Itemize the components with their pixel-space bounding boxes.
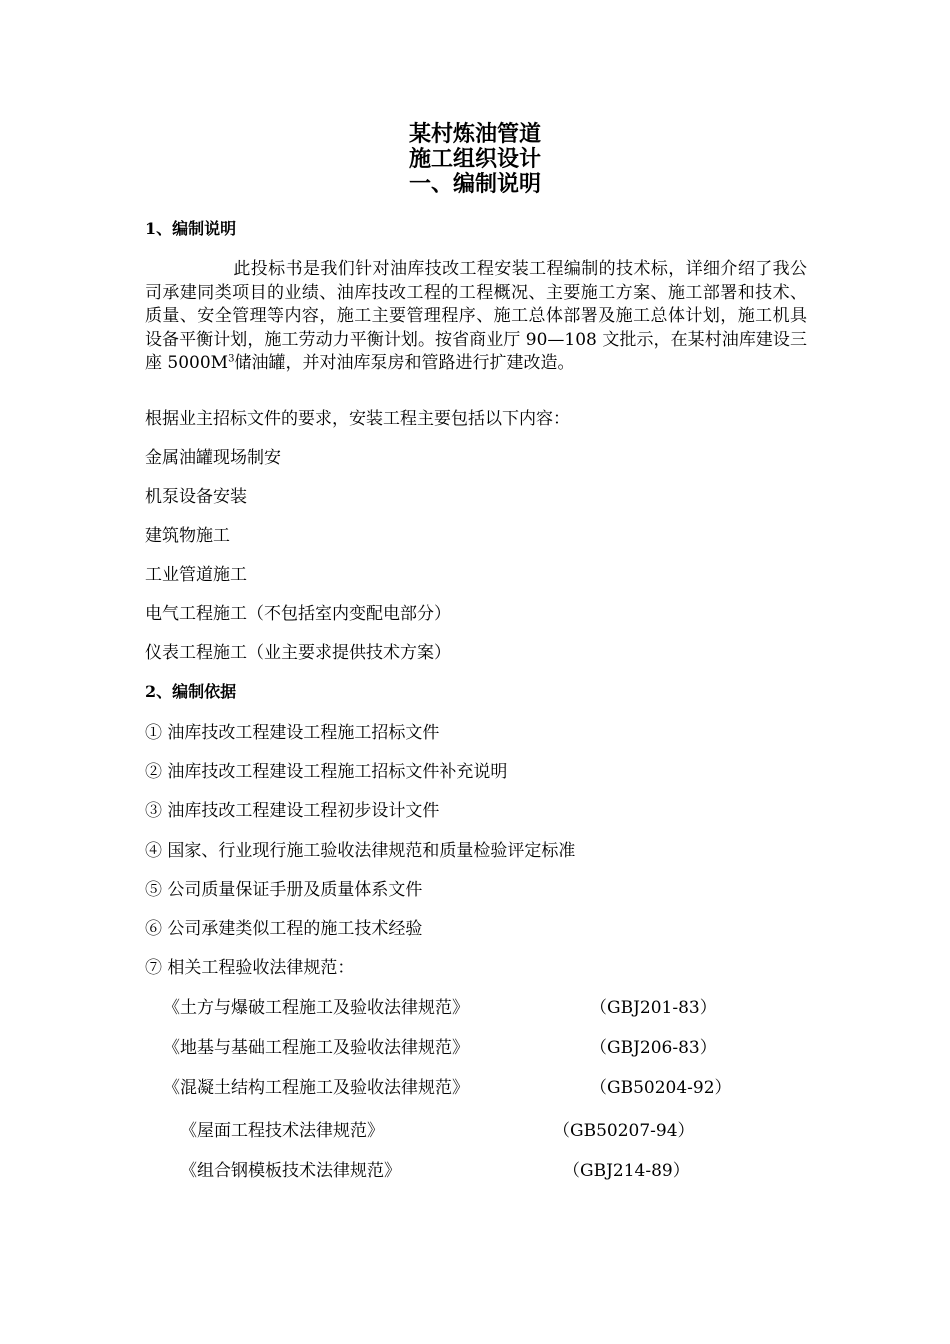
section1-heading: 1、编制说明 (145, 219, 237, 238)
standard-name: 《组合钢模板技术法律规范》 (180, 1161, 401, 1181)
title-chapter: 一、编制说明 (408, 171, 541, 197)
para-superscript: 3 (228, 353, 235, 365)
list-item: ⑥ 公司承建类似工程的施工技术经验 (145, 919, 423, 939)
list-item: 建筑物施工 (145, 526, 230, 546)
list-item: 机泵设备安装 (145, 487, 247, 507)
standard-code: （GB50204-92） (590, 1078, 732, 1098)
list-item: ② 油库技改工程建设工程施工招标文件补充说明 (145, 762, 508, 782)
standard-code: （GBJ214-89） (563, 1161, 690, 1181)
title-doc-type: 施工组织设计 (408, 146, 541, 172)
section1-intro: 根据业主招标文件的要求，安装工程主要包括以下内容： (145, 409, 570, 429)
list-item: 金属油罐现场制安 (145, 448, 281, 468)
section1-paragraph (145, 258, 807, 376)
standard-name: 《土方与爆破工程施工及验收法律规范》 (163, 998, 469, 1018)
standard-code: （GB50207-94） (553, 1121, 695, 1141)
para-text-2: 储油罐，并对油库泵房和管路进行扩建改造。 (234, 353, 575, 373)
title-block (0, 122, 950, 197)
standard-name: 《屋面工程技术法律规范》 (180, 1121, 384, 1141)
list-item: 工业管道施工 (145, 565, 247, 585)
title-project: 某村炼油管道 (408, 121, 541, 147)
list-item: ⑦ 相关工程验收法律规范： (145, 958, 355, 978)
list-item: 仪表工程施工（业主要求提供技术方案） (145, 643, 451, 663)
list-item: ⑤ 公司质量保证手册及质量体系文件 (145, 880, 423, 900)
standard-code: （GBJ206-83） (590, 1038, 717, 1058)
para-text-1: 此投标书是我们针对油库技改工程安装工程编制的技术标，详细介绍了我公司承建同类项目的业绩、油库技改工程的工程概况、主要施工方案、施工部署和技术、质量、安全管理等内容，施工主要管理程序、施工总体部署及施工总体计划，施工机具设备平衡计划，施工劳动力平衡计划。按省商业厅 90—108 文批示，在某村油库建设三座 5000M (145, 259, 807, 373)
standard-name: 《混凝土结构工程施工及验收法律规范》 (163, 1078, 469, 1098)
standard-name: 《地基与基础工程施工及验收法律规范》 (163, 1038, 469, 1058)
standard-code: （GBJ201-83） (590, 998, 717, 1018)
list-item: 电气工程施工（不包括室内变配电部分） (145, 604, 451, 624)
list-item: ① 油库技改工程建设工程施工招标文件 (145, 723, 440, 743)
list-item: ③ 油库技改工程建设工程初步设计文件 (145, 801, 440, 821)
section2-heading: 2、编制依据 (145, 682, 237, 701)
list-item: ④ 国家、行业现行施工验收法律规范和质量检验评定标准 (145, 841, 576, 861)
